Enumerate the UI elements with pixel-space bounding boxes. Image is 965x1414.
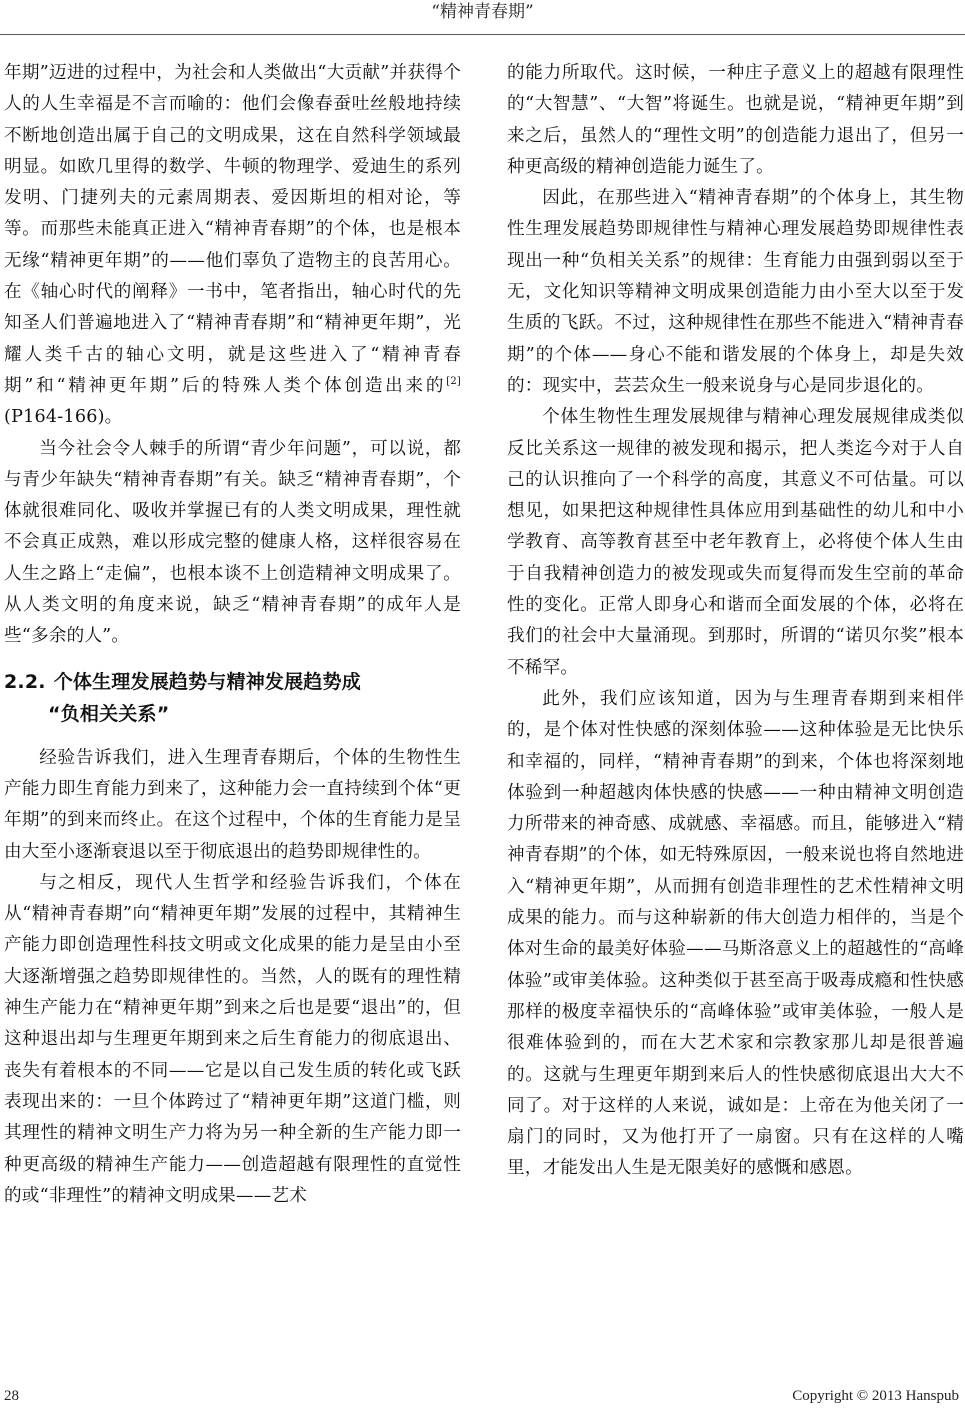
section-title-line2: “负相关关系” xyxy=(48,702,170,725)
page-number: 28 xyxy=(4,1388,19,1404)
paragraph: 个体生物性生理发展规律与精神心理发展规律成类似反比关系这一规律的被发现和揭示，把人类迄今对于人自己的认识推向了一个科学的高度，其意义不可估量。可以想见，如果把这种规律性具体应用到基础性的幼儿和中小学教育、高等教育甚至中老年教育上，必将使个体人生由于自我精神创造力的被发现或失而复得而发生空前的革命性的变化。正常人即身心和谐而全面发展的个体，必将在我们的社会中大量涌现。到那时，所谓的“诺贝尔奖”根本不稀罕。 xyxy=(507,407,964,678)
running-title: “精神青春期” xyxy=(431,2,534,22)
running-header xyxy=(0,0,965,35)
paragraph: 与之相反，现代人生哲学和经验告诉我们，个体在从“精神青春期”向“精神更年期”发展的过程中，其精神生产能力即创造理性科技文明或文化成果的能力是呈由小至大逐渐增强之趋势即规律性的。当然，人的既有的理性精神生产能力在“精神更年期”到来之后也是要“退出”的，但这种退出却与生理更年期到来之后生育能力的彻底退出、丧失有着根本的不同——它是以自己发生质的转化或飞跃表现出来的：一旦个体跨过了“精神更年期”这道门槛，则其理性的精神文明生产力将为另一种全新的生产能力即一种更高级的精神生产能力——创造超越有限理性的直觉性的或“非理性”的精神文明成果——艺术 xyxy=(4,872,461,1206)
right-column xyxy=(507,58,964,1185)
citation-pages: (P164-166)。 xyxy=(4,407,123,428)
section-number: 2.2. xyxy=(4,670,46,693)
left-column xyxy=(4,58,461,1212)
citation-marker: [2] xyxy=(446,375,461,387)
section-heading xyxy=(4,666,461,730)
section-title-line1: 个体生理发展趋势与精神发展趋势成 xyxy=(53,670,361,693)
paragraph: 因此，在那些进入“精神青春期”的个体身上，其生物性生理发展趋势即规律性与精神心理发展趋势即规律性表现出一种“负相关关系”的规律：生育能力由强到弱以至于无，文化知识等精神文明成果创造能力由小至大以至于发生质的飞跃。不过，这种规律性在那些不能进入“精神青春期”的个体——身心不能和谐发展的个体身上，却是失效的：现实中，芸芸众生一般来说身与心是同步退化的。 xyxy=(507,188,964,396)
paragraph: 当今社会令人棘手的所谓“青少年问题”，可以说，都与青少年缺失“精神青春期”有关。缺乏“精神青春期”，个体就很难同化、吸收并掌握已有的人类文明成果，理性就不会真正成熟，难以形成完整的健康人格，这样很容易在人生之路上“走偏”，也根本谈不上创造精神文明成果了。从人类文明的角度来说，缺乏“精神青春期”的成年人是些“多余的人”。 xyxy=(4,438,461,647)
copyright-notice: Copyright © 2013 Hanspub xyxy=(792,1388,959,1404)
page-footer xyxy=(0,1388,965,1414)
paragraph-continuation: 的能力所取代。这时候，一种庄子意义上的超越有限理性的“大智慧”、“大智”将诞生。也就是说，“精神更年期”到来之后，虽然人的“理性文明”的创造能力退出了，但另一种更高级的精神创造能力诞生了。 xyxy=(507,63,964,177)
paragraph-continuation xyxy=(4,58,461,434)
paragraph: 此外，我们应该知道，因为与生理青春期到来相伴的，是个体对性快感的深刻体验——这种体验是无比快乐和幸福的，同样，“精神青春期”的到来，个体也将深刻地体验到一种超越肉体快感的快感——一种由精神文明创造力所带来的神奇感、成就感、幸福感。而且，能够进入“精神青春期”的个体，如无特殊原因，一般来说也将自然地进入“精神更年期”，从而拥有创造非理性的艺术性精神文明成果的能力。而与这种崭新的伟大创造力相伴的，当是个体对生命的最美好体验——马斯洛意义上的超越性的“高峰体验”或审美体验。这种类似于甚至高于吸毒成瘾和性快感那样的极度幸福快乐的“高峰体验”或审美体验，一般人是很难体验到的，而在大艺术家和宗教家那儿却是很普遍的。这就与生理更年期到来后人的性快感彻底退出大大不同了。对于这样的人来说，诚如是：上帝在为他关闭了一扇门的同时，又为他打开了一扇窗。只有在这样的人嘴里，才能发出人生是无限美好的感慨和感恩。 xyxy=(507,688,964,1179)
paragraph-text: 年期”迈进的过程中，为社会和人类做出“大贡献”并获得个人的人生幸福是不言而喻的：他们会像春蚕吐丝般地持续不断地创造出属于自己的文明成果，这在自然科学领域最明显。如欧几里得的数学、牛顿的物理学、爱迪生的系列发明、门捷列夫的元素周期表、爱因斯坦的相对论，等等。而那些未能真正进入“精神青春期”的个体，也是根本无缘“精神更年期”的——他们辜负了造物主的良苦用心。在《轴心时代的阐释》一书中，笔者指出，轴心时代的先知圣人们普遍地进入了“精神青春期”和“精神更年期”，光耀人类千古的轴心文明，就是这些进入了“精神青春期”和“精神更年期”后的特殊人类个体创造出来的 xyxy=(4,63,461,396)
paragraph: 经验告诉我们，进入生理青春期后，个体的生物性生产能力即生育能力到来了，这种能力会一直持续到个体“更年期”的到来而终止。在这个过程中，个体的生育能力是呈由大至小逐渐衰退以至于彻底退出的趋势即规律性的。 xyxy=(4,747,461,862)
